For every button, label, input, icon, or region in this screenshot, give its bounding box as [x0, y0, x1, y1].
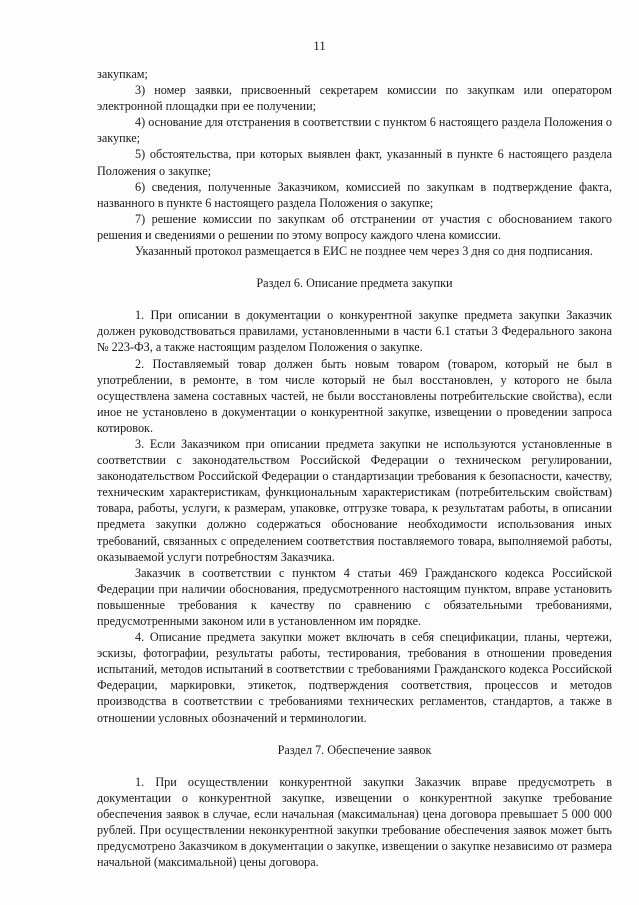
list-item: 4) основание для отстранения в соответствии с пунктом 6 настоящего раздела Положения о закупке;: [97, 115, 612, 146]
paragraph: 1. При описании в документации о конкурентной закупке предмета закупки Заказчик должен руководствоваться правилами, установленными в части 6.1 статьи 3 Федерального закона № 223-ФЗ, а также настоящим разделом Положения о закупке.: [97, 308, 612, 355]
list-item: 5) обстоятельства, при которых выявлен факт, указанный в пункте 6 настоящего раздела Положения о закупке;: [97, 147, 612, 178]
paragraph: 1. При осуществлении конкурентной закупки Заказчик вправе предусмотреть в документации о конкурентной закупке, извещении о конкурентной закупке требование обеспечения заявок в случае, если начальная (максимальная) цена договора превышает 5 000 000 рублей. При осуществлении неконкурентной закупки требование обеспечения заявок может быть предусмотрено Заказчиком в документации о закупке, извещении о закупке независимо от размера начальной (максимальной) цены договора.: [97, 774, 612, 870]
section-7-heading: Раздел 7. Обеспечение заявок: [277, 742, 432, 757]
list-item: 6) сведения, полученные Заказчиком, комиссией по закупкам в подтверждение факта, названного в пункте 6 настоящего раздела Положения о закупке;: [97, 179, 612, 210]
paragraph: закупкам;: [97, 67, 148, 81]
section-6-heading: Раздел 6. Описание предмета закупки: [256, 276, 453, 291]
document-body: [97, 66, 612, 870]
paragraph: 2. Поставляемый товар должен быть новым товаром (товаром, который не был в употреблении, в ремонте, в том числе который не был восстановлен, у которого не была осуществлена замена составных частей, не были восстановлены потребительские свойства), если иное не установлено в документации о конкурентной закупке, извещении о проведении запроса котировок.: [97, 356, 612, 435]
paragraph: 3. Если Заказчиком при описании предмета закупки не используются установленные в соответствии с законодательством Российской Федерации о техническом регулировании, законодательством Российской Федерации о стандартизации требования к безопасности, качеству, техническим характеристикам, функциональным характеристикам (потребительским свойствам) товара, работы, услуги, к размерам, упаковке, отгрузке товара, к результатам работы, в описании предмета закупки должно содержаться обоснование необходимости использования иных требований, связанных с определением соответствия поставляемого товара, выполняемой работы, оказываемой услуги потребностям Заказчика.: [97, 436, 612, 564]
paragraph: Указанный протокол размещается в ЕИС не позднее чем через 3 дня со дня подписания.: [135, 244, 593, 259]
page-number: 11: [313, 38, 326, 53]
paragraph: Заказчик в соответствии с пунктом 4 статьи 469 Гражданского кодекса Российской Федерации при наличии обоснования, предусмотренного настоящим пунктом, вправе установить повышенные требования к качеству по сравнению с обязательными требованиями, предусмотренными законом или в установленном им порядке.: [97, 565, 612, 628]
paragraph: 4. Описание предмета закупки может включать в себя спецификации, планы, чертежи, эскизы, фотографии, результаты работы, тестирования, требования в отношении проведения испытаний, методов испытаний в соответствии с требованиями Гражданского кодекса Российской Федерации, маркировки, этикеток, подтверждения соответствия, процессов и методов производства в соответствии с требованиями технических регламентов, стандартов, а также в отношении условных обозначений и терминологии.: [97, 630, 612, 725]
list-item: 3) номер заявки, присвоенный секретарем комиссии по закупкам или оператором электронной площадки при ее получении;: [97, 83, 612, 114]
list-item: 7) решение комиссии по закупкам об отстранении от участия с обоснованием такого решения и сведениями о решении по этому вопросу каждого члена комиссии.: [97, 211, 612, 242]
